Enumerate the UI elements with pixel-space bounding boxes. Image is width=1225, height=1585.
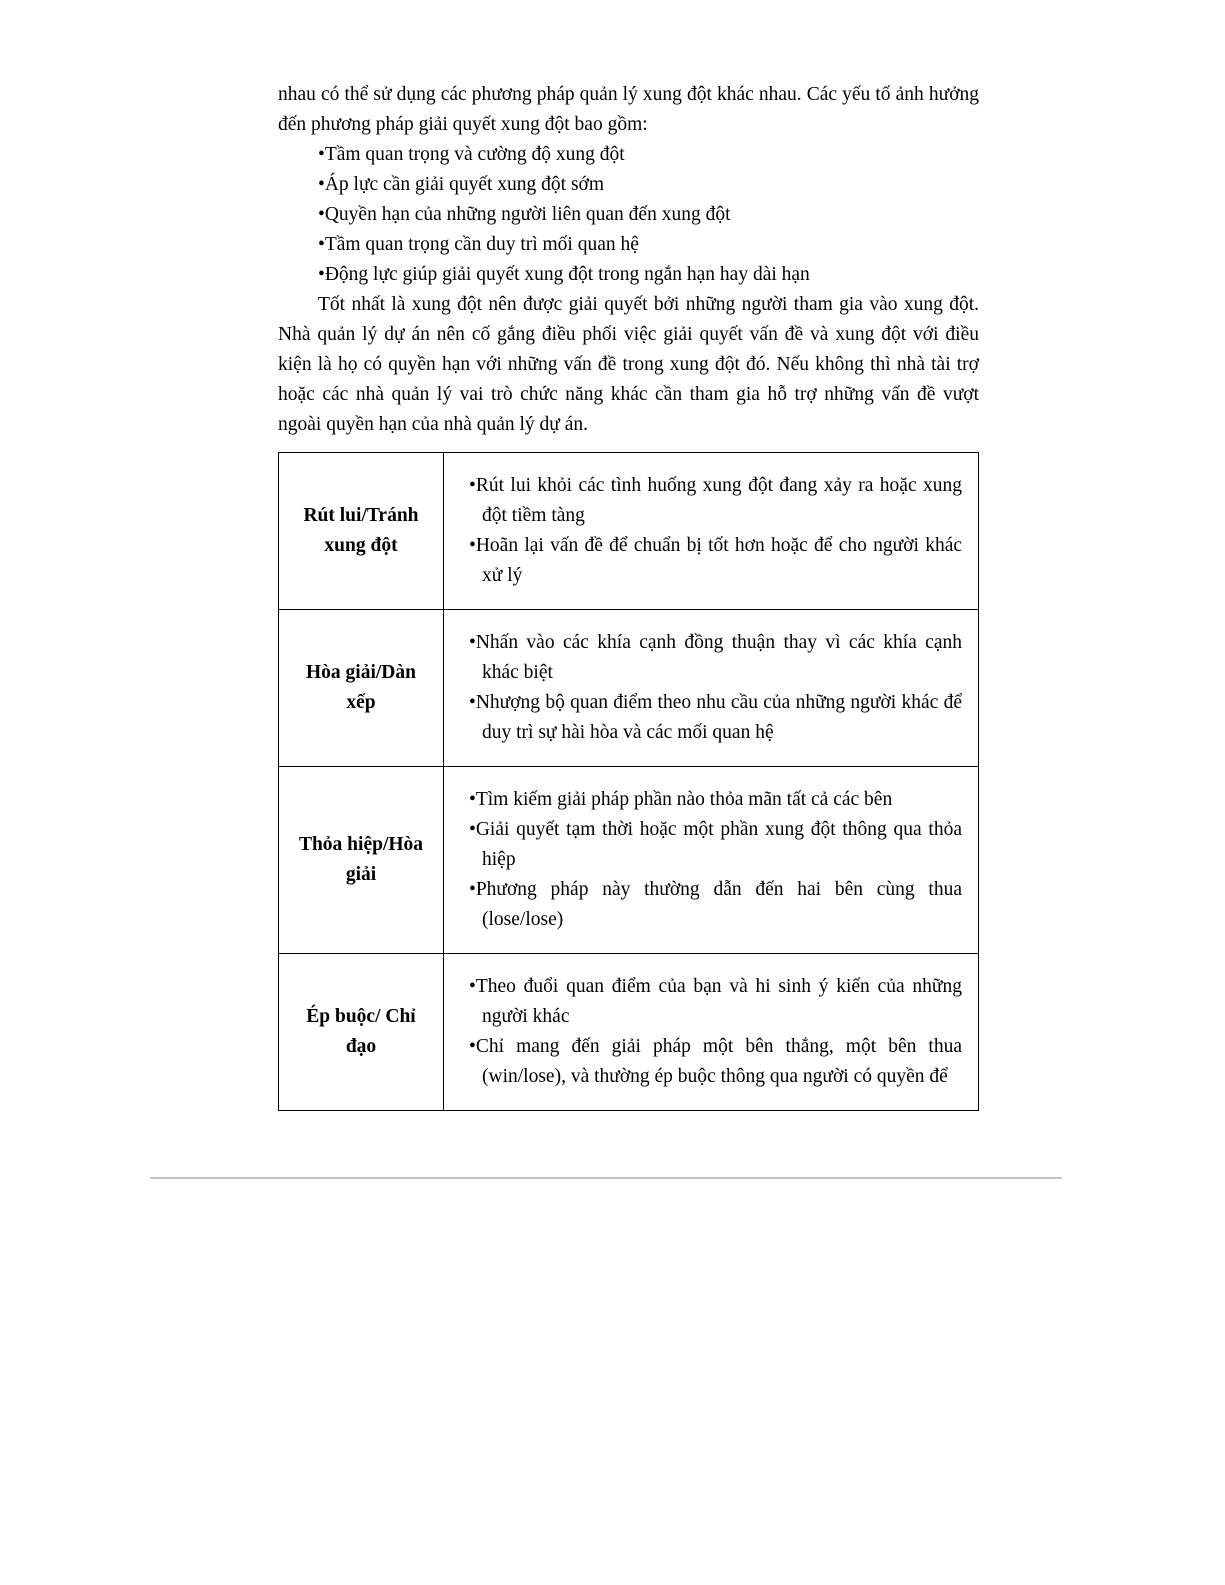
method-label: Ép buộc/ Chỉ đạo: [279, 954, 444, 1111]
method-point: • Giải quyết tạm thời hoặc một phần xung đột thông qua thỏa hiệp: [458, 815, 962, 875]
method-point: • Hoãn lại vấn đề để chuẩn bị tốt hơn hoặc để cho người khác xử lý: [458, 531, 962, 591]
method-points-list: [458, 972, 962, 1092]
method-points-list: [458, 785, 962, 935]
method-point: • Chỉ mang đến giải pháp một bên thắng, một bên thua (win/lose), và thường ép buộc thông qua người có quyền để: [458, 1032, 962, 1092]
method-label: Hòa giải/Dàn xếp: [279, 610, 444, 767]
method-description-cell: [444, 767, 979, 954]
factor-item: • Tầm quan trọng cần duy trì mối quan hệ: [318, 230, 979, 260]
table-row: [279, 453, 979, 610]
method-points-list: [458, 471, 962, 591]
factor-item: • Quyền hạn của những người liên quan đến xung đột: [318, 200, 979, 230]
factor-item: • Tầm quan trọng và cường độ xung đột: [318, 140, 979, 170]
body-paragraph: Tốt nhất là xung đột nên được giải quyết bởi những người tham gia vào xung đột. Nhà quản lý dự án nên cố gắng điều phối việc giải quyết vấn đề và xung đột với điều kiện là họ có quyền hạn với những vấn đề trong xung đột đó. Nếu không thì nhà tài trợ hoặc các nhà quản lý vai trò chức năng khác cần tham gia hỗ trợ những vấn đề vượt ngoài quyền hạn của nhà quản lý dự án.: [278, 294, 979, 435]
method-point: • Nhấn vào các khía cạnh đồng thuận thay vì các khía cạnh khác biệt: [458, 628, 962, 688]
method-point: • Phương pháp này thường dẫn đến hai bên cùng thua (lose/lose): [458, 875, 962, 935]
intro-paragraph: nhau có thể sử dụng các phương pháp quản lý xung đột khác nhau. Các yếu tố ảnh hưởng đến phương pháp giải quyết xung đột bao gồm:: [278, 84, 979, 135]
method-point: • Tìm kiếm giải pháp phần nào thỏa mãn tất cả các bên: [458, 785, 962, 815]
method-description-cell: [444, 954, 979, 1111]
table-row: [279, 767, 979, 954]
page-content: [278, 80, 979, 1111]
factor-item: • Áp lực cần giải quyết xung đột sớm: [318, 170, 979, 200]
factor-item: • Động lực giúp giải quyết xung đột trong ngắn hạn hay dài hạn: [318, 260, 979, 290]
method-description-cell: [444, 610, 979, 767]
conflict-methods-table: [278, 452, 979, 1111]
method-label: Thỏa hiệp/Hòa giải: [279, 767, 444, 954]
method-point: • Theo đuổi quan điểm của bạn và hi sinh ý kiến của những người khác: [458, 972, 962, 1032]
factors-list: [318, 140, 979, 290]
method-point: • Rút lui khỏi các tình huống xung đột đang xảy ra hoặc xung đột tiềm tàng: [458, 471, 962, 531]
table-row: [279, 954, 979, 1111]
method-description-cell: [444, 453, 979, 610]
table-row: [279, 610, 979, 767]
method-points-list: [458, 628, 962, 748]
page-break-divider: [150, 1177, 1062, 1179]
method-point: • Nhượng bộ quan điểm theo nhu cầu của những người khác để duy trì sự hài hòa và các mối quan hệ: [458, 688, 962, 748]
method-label: Rút lui/Tránh xung đột: [279, 453, 444, 610]
